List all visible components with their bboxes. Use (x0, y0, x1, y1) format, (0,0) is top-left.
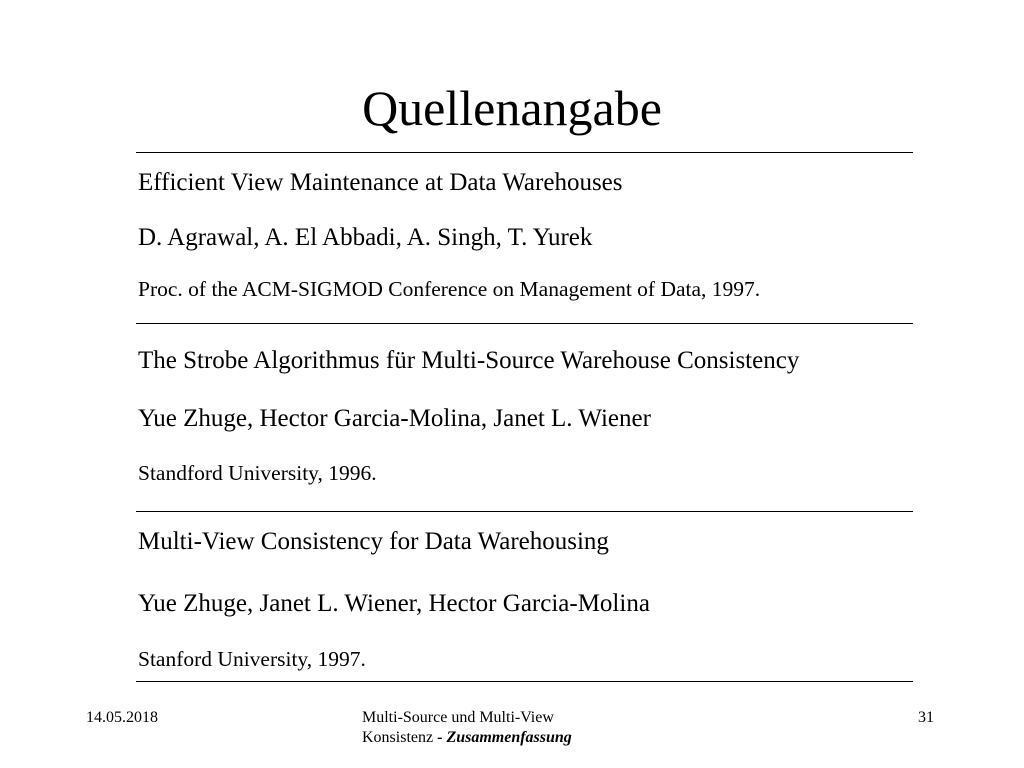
footer-page-number: 31 (918, 709, 934, 726)
footer-topic-prefix: Konsistenz (362, 729, 434, 746)
reference-3-source: Stanford University, 1997. (138, 647, 366, 671)
footer-topic-line1: Multi-Source und Multi-View (362, 709, 554, 726)
footer-topic-separator: - (437, 729, 443, 746)
reference-1-source: Proc. of the ACM-SIGMOD Conference on Management of Data, 1997. (138, 277, 761, 301)
reference-2-authors: Yue Zhuge, Hector Garcia-Molina, Janet L. Wiener (138, 405, 651, 432)
divider-2 (136, 511, 913, 512)
reference-3-authors: Yue Zhuge, Janet L. Wiener, Hector Garcia-Molina (138, 590, 650, 617)
footer-topic (362, 708, 632, 748)
divider-1 (136, 323, 913, 324)
footer-topic-line2 (362, 728, 632, 748)
footer-date: 14.05.2018 (86, 709, 158, 726)
divider-top (136, 152, 913, 153)
footer-topic-emphasis: Zusammenfassung (446, 729, 572, 746)
reference-2-title: The Strobe Algorithmus für Multi-Source Warehouse Consistency (138, 347, 800, 374)
divider-bottom (136, 681, 913, 682)
slide-title: Quellenangabe (362, 80, 662, 136)
reference-1-title: Efficient View Maintenance at Data Warehouses (138, 169, 623, 196)
reference-3-title: Multi-View Consistency for Data Warehousing (138, 528, 609, 555)
reference-1-authors: D. Agrawal, A. El Abbadi, A. Singh, T. Yurek (138, 224, 593, 251)
reference-2-source: Standford University, 1996. (138, 461, 377, 485)
